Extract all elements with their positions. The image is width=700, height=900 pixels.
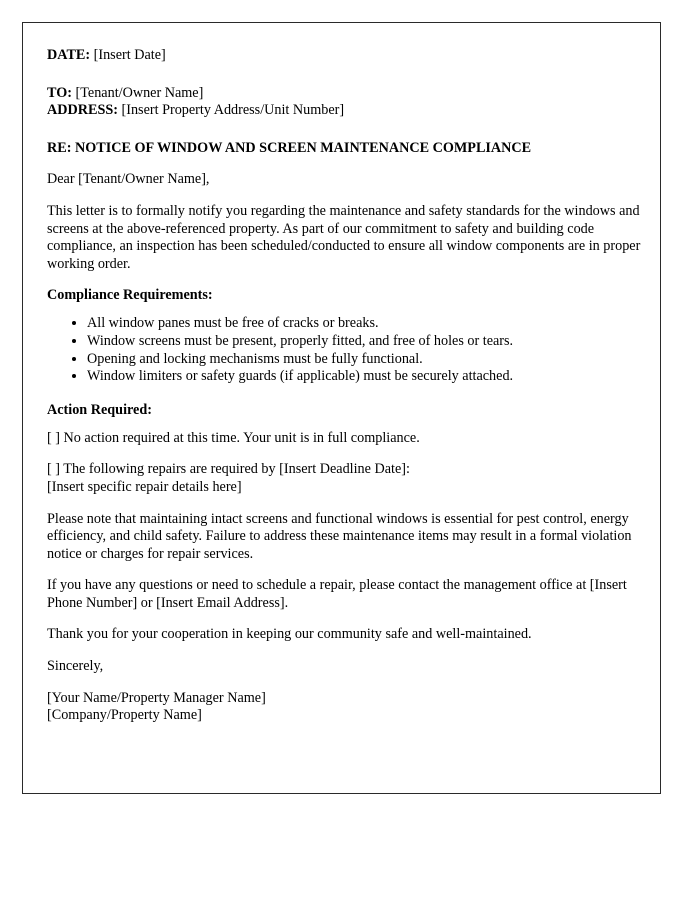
letter-page (22, 22, 661, 794)
list-item: • Window screens must be present, properly fitted, and free of holes or tears. (87, 333, 646, 351)
to-line (47, 85, 646, 103)
signature-block (47, 690, 646, 725)
list-item: • All window panes must be free of cracks or breaks. (87, 315, 646, 333)
salutation: Dear [Tenant/Owner Name], (47, 171, 210, 188)
compliance-heading: Compliance Requirements: (47, 287, 213, 304)
checkbox-option-repairs[interactable]: [ ] The following repairs are required by [Insert Deadline Date]: (47, 461, 410, 478)
to-value: [Tenant/Owner Name] (75, 84, 204, 101)
address-value: [Insert Property Address/Unit Number] (121, 102, 345, 119)
list-item: • Opening and locking mechanisms must be fully functional. (87, 351, 646, 369)
intro-paragraph: This letter is to formally notify you regarding the maintenance and safety standards for the windows and screens at the above-referenced property. As part of our commitment to safety and building code compliance, an inspection has been scheduled/conducted to ensure all window components are in proper working order. (47, 202, 641, 272)
to-label: TO: (47, 84, 72, 101)
subject-line: RE: NOTICE OF WINDOW AND SCREEN MAINTENANCE COMPLIANCE (47, 139, 532, 156)
signature-company: [Company/Property Name] (47, 707, 202, 724)
signature-name: [Your Name/Property Manager Name] (47, 689, 266, 706)
repair-details-placeholder[interactable]: [Insert specific repair details here] (47, 478, 242, 495)
recipient-block (47, 85, 646, 120)
date-label: DATE: (47, 47, 91, 63)
action-required-heading: Action Required: (47, 402, 152, 419)
checkbox-option-no-action[interactable]: [ ] No action required at this time. Your unit is in full compliance. (47, 429, 420, 446)
note-paragraph: Please note that maintaining intact screens and functional windows is essential for pest control, energy efficiency, and child safety. Failure to address these maintenance items may result in a formal violation notice or charges for repair services. (47, 510, 632, 562)
compliance-requirements-list (47, 315, 646, 386)
address-line (47, 102, 646, 120)
checkbox-option-repairs-block (47, 461, 646, 496)
letter-content (47, 47, 646, 725)
thanks-paragraph: Thank you for your cooperation in keeping our community safe and well-maintained. (47, 626, 532, 643)
date-line (47, 47, 646, 65)
contact-paragraph: If you have any questions or need to schedule a repair, please contact the management office at [Insert Phone Number] or [Insert Email Address]. (47, 577, 627, 611)
address-label: ADDRESS: (47, 102, 118, 119)
list-item: • Window limiters or safety guards (if applicable) must be securely attached. (87, 368, 646, 386)
date-block (47, 47, 646, 65)
closing: Sincerely, (47, 658, 104, 675)
date-value: [Insert Date] (93, 47, 166, 63)
